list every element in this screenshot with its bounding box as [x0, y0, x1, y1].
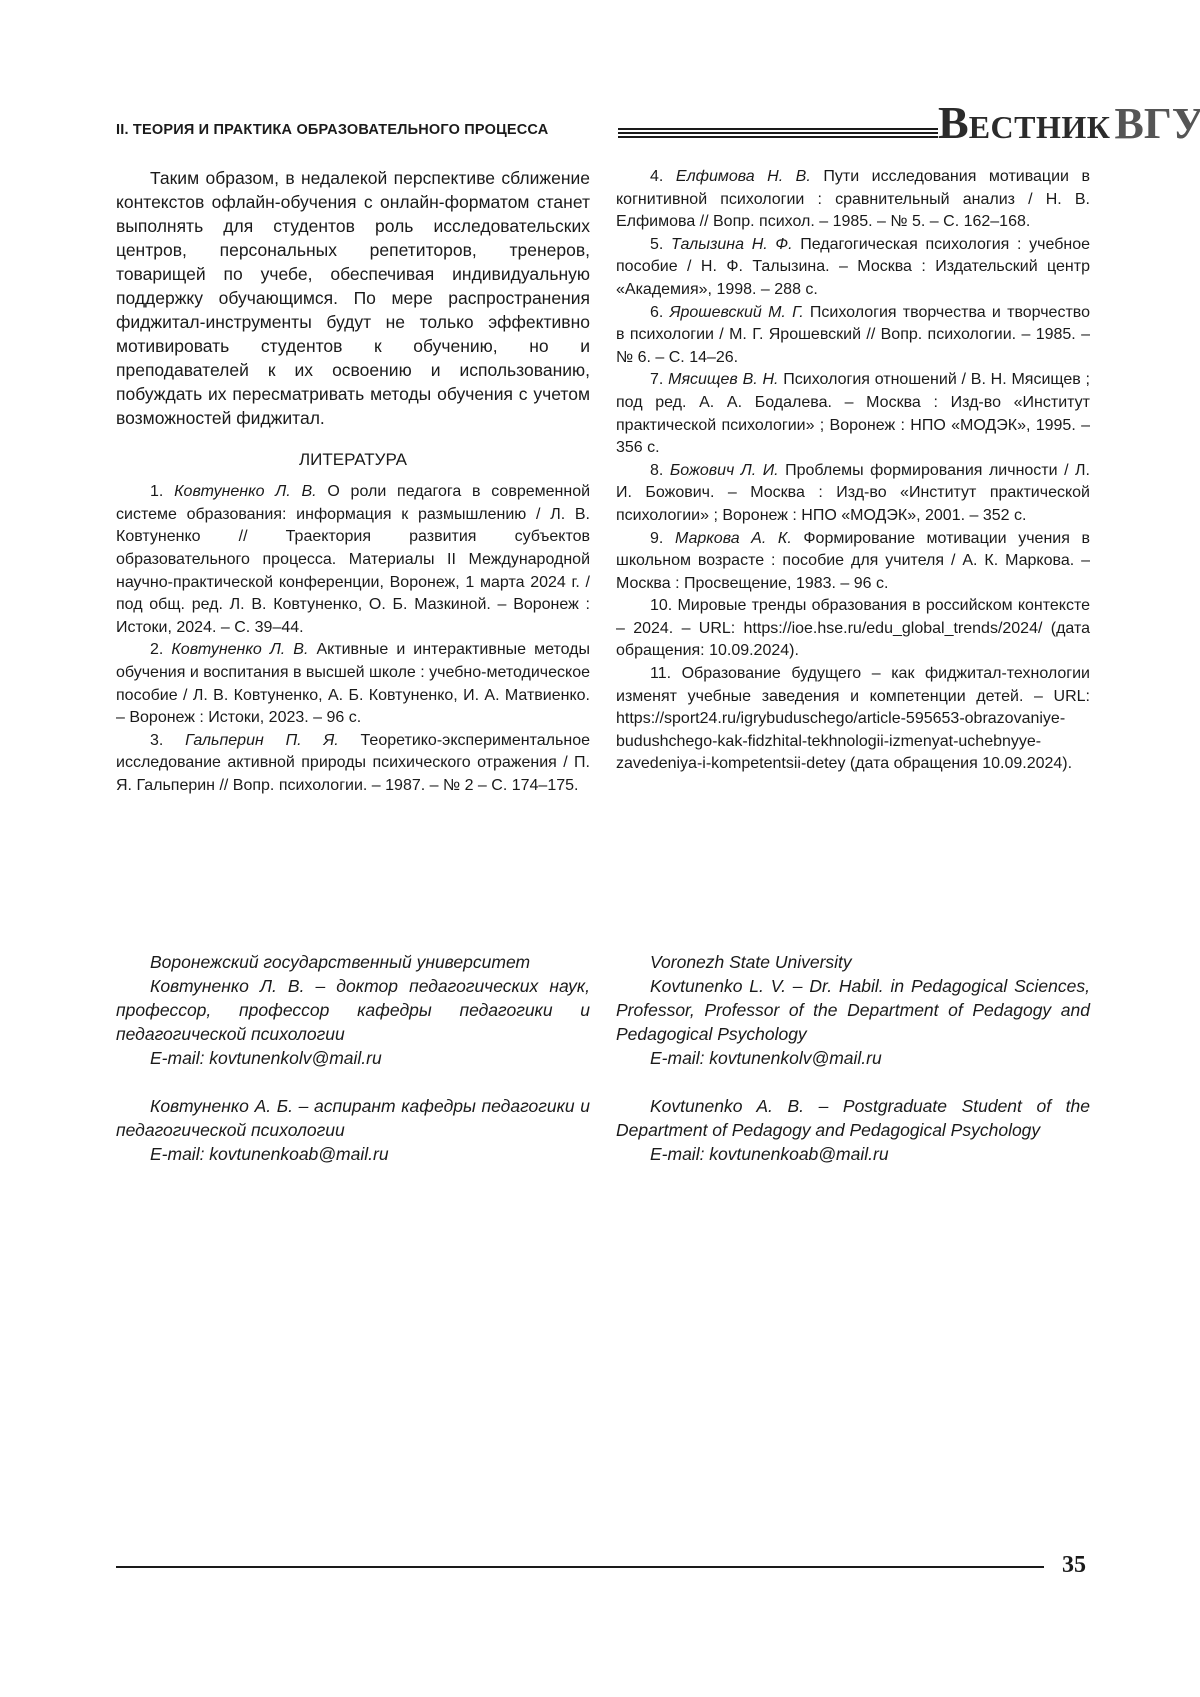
- reference-item: 10. Мировые тренды образования в российском контексте – 2024. – URL: https://ioe.hse.ru/edu_global_trends/2024/ (дата обращения: 10.09.2024).: [616, 595, 1090, 663]
- reference-item: 3. Гальперин П. Я. Теоретико-экспериментальное исследование активной природы психического отражения / П. Я. Гальперин // Вопр. психологии. – 1987. – № 2 – С. 174–175.: [116, 730, 590, 798]
- university-ru: Воронежский государственный университет: [116, 950, 590, 974]
- reference-item: 1. Ковтуненко Л. В. О роли педагога в современной системе образования: информация к размышлению / Л. В. Ковтуненко // Траектория развития субъектов образовательного процесса. Материалы II Международной научно-практической конференции, Воронеж, 1 марта 2024 г. / под общ. ред. Л. В. Ковтуненко, О. Б. Мазкиной. – Воронеж : Истоки, 2024. – С. 39–44.: [116, 481, 590, 639]
- affiliations-en: [616, 950, 1090, 1166]
- email2-en: E-mail: kovtunenkoab@mail.ru: [616, 1142, 1090, 1166]
- author1-ru: Ковтуненко Л. В. – доктор педагогических наук, профессор, профессор кафедры педагогики и педагогической психологии: [116, 974, 590, 1046]
- reference-item: 6. Ярошевский М. Г. Психология творчества и творчество в психологии / М. Г. Ярошевский // Вопр. психологии. – 1985. – № 6. – С. 14–26.: [616, 302, 1090, 370]
- journal-first-letter: В: [938, 97, 969, 148]
- email1-en: E-mail: kovtunenkolv@mail.ru: [616, 1046, 1090, 1070]
- email1-ru: E-mail: kovtunenkolv@mail.ru: [116, 1046, 590, 1070]
- references-left: [116, 481, 590, 797]
- reference-item: 11. Образование будущего – как фиджитал-технологии изменят учебные заведения и компетенции детей. – URL: https://sport24.ru/igrybuduschego/article-595653-obrazovaniye-budushchego-kak-fidzhital-tekhnologii-izmenyat-uchebnyye-zavedeniya-i-kompetentsii-detey (дата обращения 10.09.2024).: [616, 663, 1090, 776]
- reference-item: 7. Мясищев В. Н. Психология отношений / В. Н. Мясищев ; под ред. А. А. Бодалева. – Москва : Изд-во «Институт практической психологии» ; Воронеж : НПО «МОДЭК», 1995. – 356 с.: [616, 369, 1090, 459]
- affiliations-ru: [116, 950, 590, 1166]
- reference-item: 5. Талызина Н. Ф. Педагогическая психология : учебное пособие / Н. Ф. Талызина. – Москва : Издательский центр «Академия», 1998. – 288 с.: [616, 234, 1090, 302]
- reference-item: 2. Ковтуненко Л. В. Активные и интерактивные методы обучения и воспитания в высшей школе : учебно-методическое пособие / Л. В. Ковтуненко, А. Б. Ковтуненко, И. А. Матвиенко. – Воронеж : Истоки, 2023. – 96 с.: [116, 639, 590, 729]
- author2-ru: Ковтуненко А. Б. – аспирант кафедры педагогики и педагогической психологии: [116, 1094, 590, 1142]
- left-column: [116, 166, 590, 798]
- author2-en: Kovtunenko A. B. – Postgraduate Student of the Department of Pedagogy and Pedagogical Psychology: [616, 1094, 1090, 1142]
- reference-item: 8. Божович Л. И. Проблемы формирования личности / Л. И. Божович. – Москва : Изд-во «Институт практической психологии» ; Воронеж : НПО «МОДЭК», 2001. – 352 с.: [616, 460, 1090, 528]
- journal-name-rest: ЕСТНИК: [969, 109, 1111, 145]
- section-title: II. ТЕОРИЯ И ПРАКТИКА ОБРАЗОВАТЕЛЬНОГО ПРОЦЕССА: [116, 122, 548, 138]
- journal-logo: [938, 100, 1200, 146]
- header-rule: [618, 128, 938, 140]
- university-en: Voronezh State University: [616, 950, 1090, 974]
- reference-item: 9. Маркова А. К. Формирование мотивации учения в школьном возрасте : пособие для учителя / А. К. Маркова. – Москва : Просвещение, 1983. – 96 с.: [616, 528, 1090, 596]
- intro-paragraph: Таким образом, в недалекой перспективе сближение контекстов офлайн-обучения с онлайн-форматом станет выполнять для студентов роль исследовательских центров, персональных репетиторов, тренеров, товарищей по учебе, обеспечивая индивидуальную поддержку обучающимся. По мере распространения фиджитал-инструменты будут не только эффективно мотивировать студентов к обучению, но и преподавателей к их освоению и использованию, побуждать их пересматривать методы обучения с учетом возможностей фиджитал.: [116, 166, 590, 430]
- page-number: 35: [1062, 1552, 1086, 1579]
- references-right: [616, 166, 1090, 776]
- email2-ru: E-mail: kovtunenkoab@mail.ru: [116, 1142, 590, 1166]
- page-header: [116, 100, 1096, 144]
- author1-en: Kovtunenko L. V. – Dr. Habil. in Pedagogical Sciences, Professor, Professor of the Department of Pedagogy and Pedagogical Psychology: [616, 974, 1090, 1046]
- journal-abbrev: ВГУ: [1114, 99, 1200, 148]
- literature-title: ЛИТЕРАТУРА: [116, 448, 590, 471]
- footer-rule: [116, 1566, 1044, 1568]
- reference-item: 4. Елфимова Н. В. Пути исследования мотивации в когнитивной психологии : сравнительный анализ / Н. В. Елфимова // Вопр. психол. – 1985. – № 5. – С. 162–168.: [616, 166, 1090, 234]
